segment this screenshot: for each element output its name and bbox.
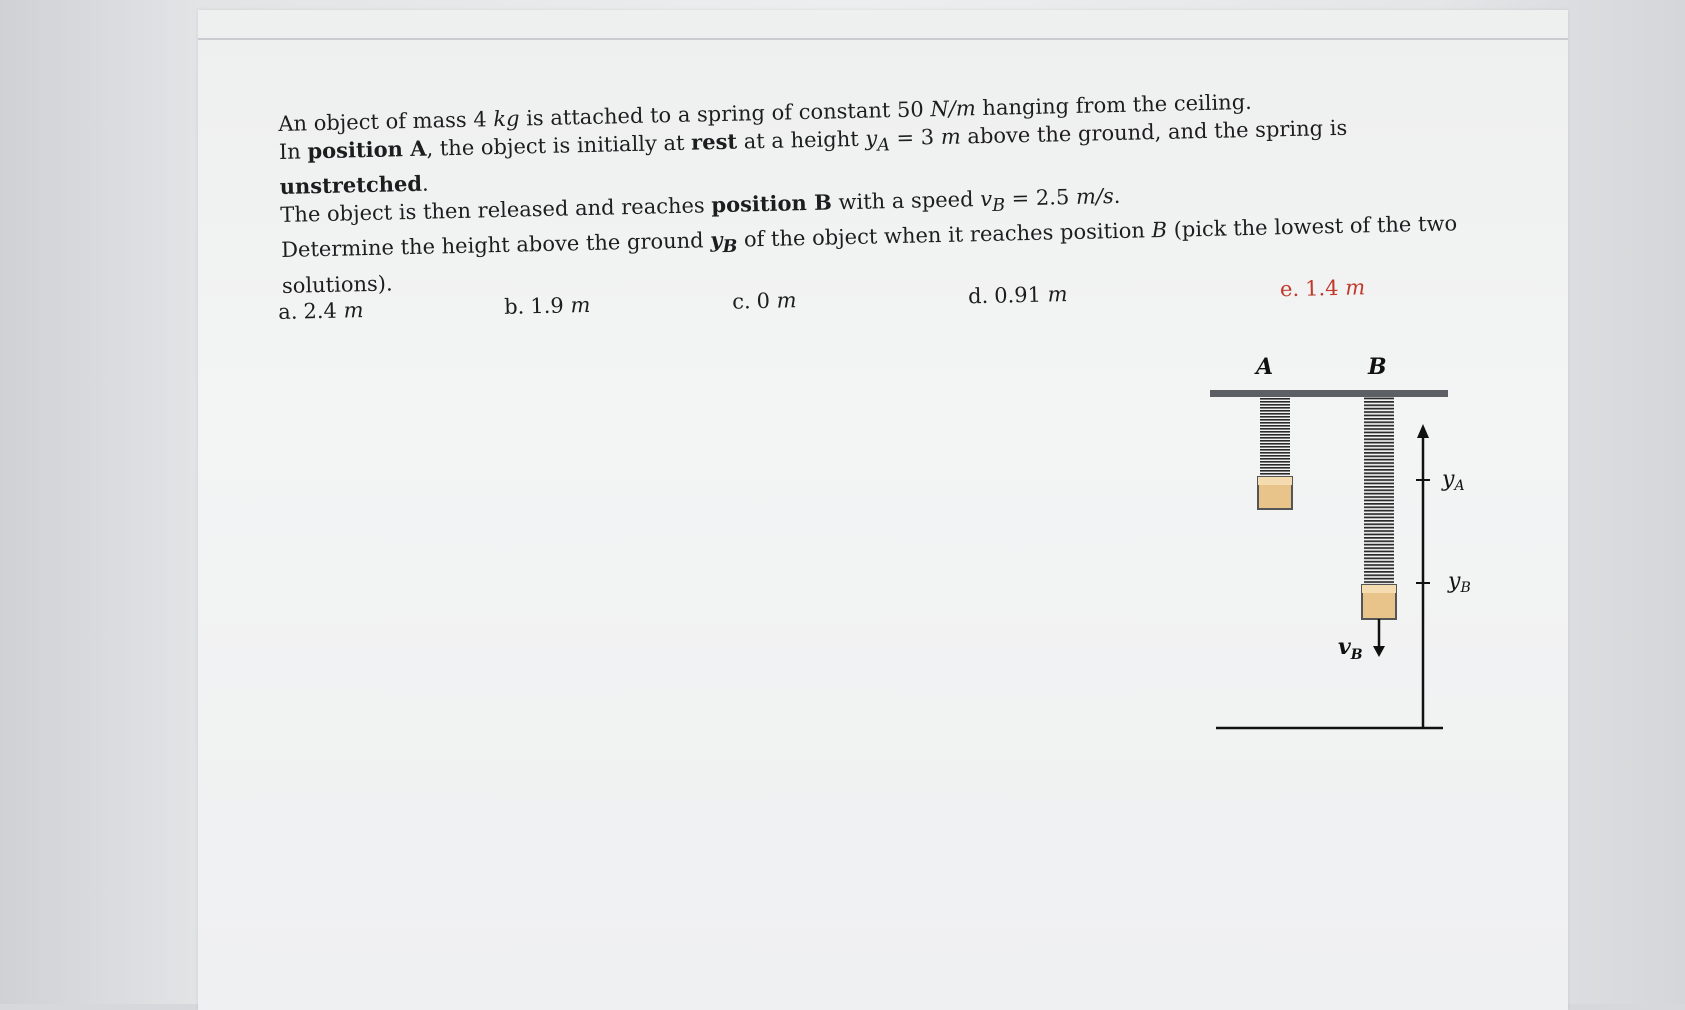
subscript-a: A — [877, 135, 891, 156]
bold-unstretched: unstretched — [279, 170, 423, 200]
var-y: y — [865, 126, 878, 151]
choice-letter: a. — [278, 299, 298, 324]
text-span: at a height — [736, 126, 866, 154]
var-v: v — [979, 187, 993, 212]
height-axis-arrowhead — [1417, 424, 1429, 438]
text-span: In — [278, 139, 308, 164]
text-span: = 3 — [889, 124, 942, 151]
unit-n-per-m: N/m — [930, 96, 976, 122]
choice-value: 0.91 — [993, 282, 1042, 308]
top-divider — [198, 38, 1568, 40]
text-span: with a speed — [831, 187, 981, 215]
bold-position-b: position B — [711, 189, 833, 218]
text-span: = 2.5 — [1004, 185, 1077, 211]
choice-letter: c. — [731, 289, 751, 314]
unit-kg: kg — [493, 106, 520, 132]
label-v: v — [1338, 634, 1351, 660]
choice-value: 1.9 — [530, 293, 565, 319]
question-line-5: solutions). — [281, 271, 393, 298]
question-page — [198, 10, 1568, 1010]
text-span: above the ground, and the spring is — [960, 115, 1348, 149]
var-y: y — [709, 227, 723, 253]
text-span: is attached to a spring of constant 50 — [519, 97, 931, 131]
var-b: B — [1151, 218, 1168, 243]
text-span: . — [1113, 184, 1121, 209]
choice-value: 0 — [756, 288, 771, 314]
choice-b[interactable] — [504, 293, 591, 319]
velocity-arrow-head — [1373, 646, 1385, 657]
spring-diagram — [1198, 350, 1498, 790]
label-v-sub: B — [1350, 647, 1363, 663]
label-ya-main: y — [1442, 467, 1455, 492]
ceiling — [1210, 390, 1448, 397]
text-span: of the object when it reaches position — [736, 218, 1152, 252]
bold-rest: rest — [690, 128, 738, 155]
unit-m-per-s: m/s — [1075, 184, 1114, 210]
choice-letter: d. — [967, 283, 989, 309]
choice-unit: m — [343, 298, 364, 323]
text-span: An object of mass 4 — [278, 107, 494, 136]
question-text — [278, 83, 1462, 302]
spring-a — [1260, 397, 1290, 477]
spring-diagram-svg — [1198, 350, 1498, 790]
unit-m: m — [940, 124, 961, 149]
text-span: , the object is initially at — [426, 130, 692, 161]
label-position-b: B — [1368, 354, 1387, 380]
choice-letter: e. — [1279, 276, 1300, 302]
block-a-highlight — [1258, 477, 1292, 485]
label-yb — [1447, 569, 1471, 596]
text-span: Determine the height above the ground — [280, 228, 711, 263]
choice-unit: m — [776, 288, 797, 313]
label-ya — [1441, 467, 1465, 494]
label-ya-sub: A — [1454, 478, 1465, 494]
text-span: hanging from the ceiling. — [975, 89, 1253, 121]
choice-letter: b. — [503, 294, 525, 319]
label-yb-sub: B — [1460, 580, 1471, 596]
bold-position-a: position A — [307, 135, 427, 164]
choice-a[interactable] — [278, 298, 364, 324]
label-yb-main: y — [1448, 569, 1461, 594]
choice-unit: m — [1047, 282, 1068, 307]
label-position-a: A — [1256, 354, 1274, 380]
subscript-b: B — [722, 237, 738, 258]
spring-b — [1364, 397, 1394, 585]
choice-unit: m — [1344, 275, 1366, 300]
label-velocity — [1338, 634, 1363, 663]
choice-c[interactable] — [732, 288, 797, 313]
text-span: . — [421, 171, 429, 196]
text-span: (pick the lowest of the two — [1166, 211, 1458, 243]
choice-value: 2.4 — [303, 298, 338, 324]
choice-unit: m — [570, 292, 591, 318]
choice-d[interactable] — [968, 282, 1068, 308]
subscript-b: B — [992, 195, 1006, 217]
choice-e[interactable] — [1280, 275, 1366, 301]
block-b-highlight — [1362, 585, 1396, 593]
choice-value: 1.4 — [1304, 275, 1339, 301]
text-span: The object is then released and reaches — [280, 193, 712, 228]
